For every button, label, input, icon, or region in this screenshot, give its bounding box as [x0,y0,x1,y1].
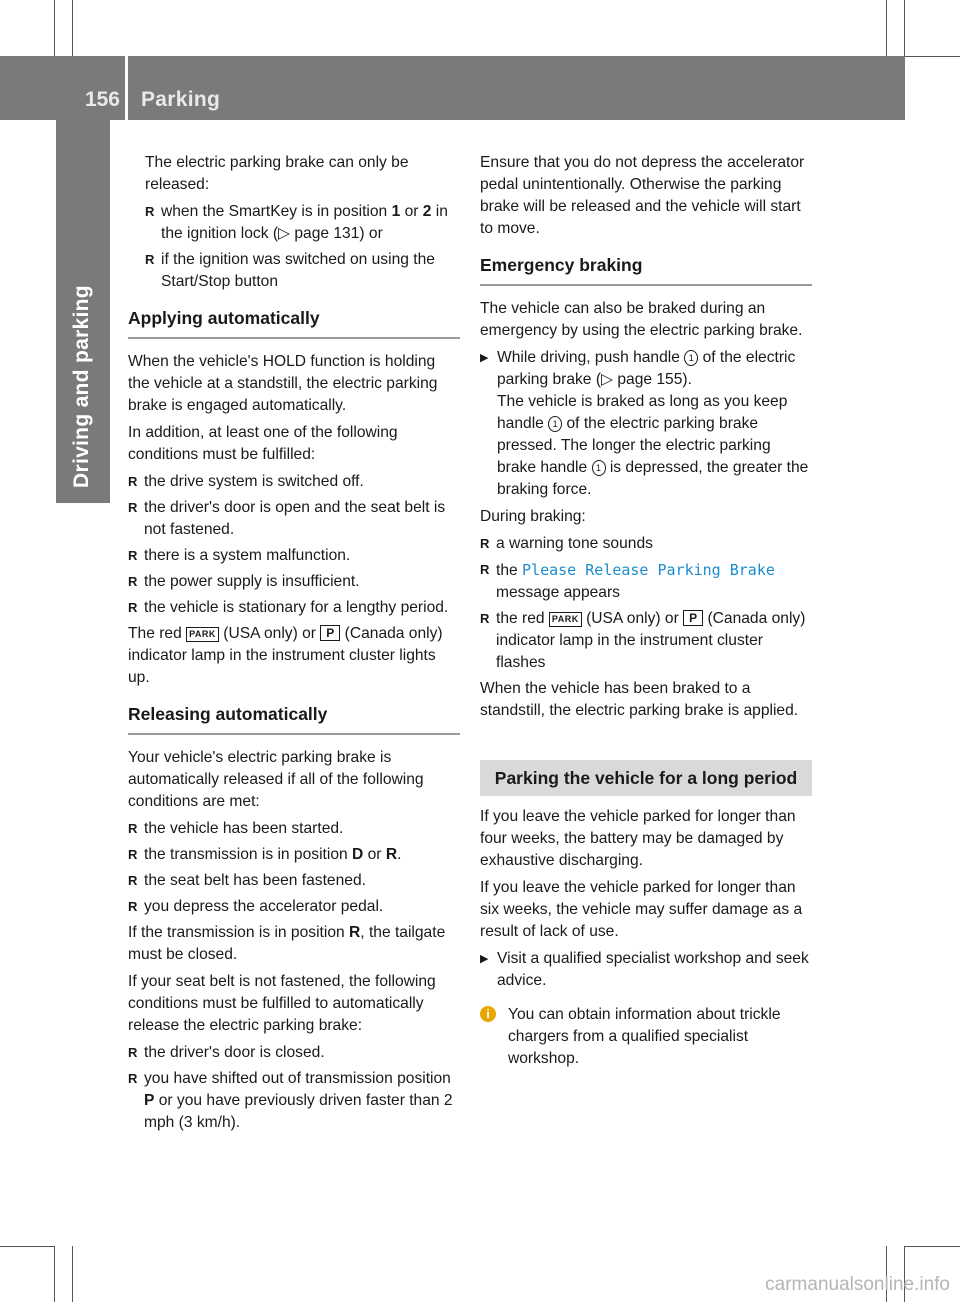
info-icon: i [480,1006,496,1022]
heading-long-period: Parking the vehicle for a long period [480,760,812,796]
crop-mark [72,1246,73,1302]
paragraph: If the transmission is in position R, the tailgate must be closed. [128,924,446,963]
crop-mark [905,56,960,57]
paragraph: If you leave the vehicle parked for longer than six weeks, the vehicle may suffer damage as a result of lack of use. [480,879,803,940]
crop-mark [54,1246,55,1302]
page-reference-link[interactable]: page 155 [617,371,683,388]
chapter-tab-label: Driving and parking [70,285,93,488]
handle-number-icon: 1 [684,350,698,366]
crop-mark [886,0,887,56]
page-header [0,56,905,120]
action-step: ▶ Visit a qualified specialist workshop and seek advice. [480,948,812,992]
park-lamp-icon: PARK [186,627,219,642]
release-conditions [128,201,460,293]
crop-mark [905,1246,960,1247]
paragraph: The vehicle can also be braked during an emergency by using the electric parking brake. [480,300,803,339]
list-item: R the drive system is switched off. [128,471,460,493]
action-step: ▶ While driving, push handle 1 of the electric parking brake (▷ page 155). The vehicle is braked as long as you keep handle 1 of the electric parking brake pressed. The longer the electric parking brake handle 1 is depressed, the greater the braking force. [480,347,812,501]
left-column [128,152,460,1138]
list-item: R the driver's door is closed. [128,1042,460,1064]
seatbelt-conditions [128,1042,460,1134]
watermark: carmanualsonline.info [765,1274,950,1295]
handle-number-icon: 1 [592,460,606,476]
chapter-tab [56,120,110,503]
list-item: R you have shifted out of transmission position P or you have previously driven faster than 2 mph (3 km/h). [128,1068,460,1134]
list-item: R a warning tone sounds [480,533,812,555]
list-item: R the driver's door is open and the seat belt is not fastened. [128,497,460,541]
heading-releasing-automatically: Releasing automatically [128,703,460,735]
paragraph: When the vehicle's HOLD function is holding the vehicle at a standstill, the electric parking brake is engaged automatically. [128,353,438,414]
paragraph: In addition, at least one of the following conditions must be fulfilled: [128,424,398,463]
park-lamp-icon: PARK [549,612,582,627]
crop-mark [904,0,905,56]
list-item: R when the SmartKey is in position 1 or 2 in the ignition lock (▷ page 131) or [145,201,460,245]
list-item: R the seat belt has been fastened. [128,870,460,892]
releasing-conditions [128,818,460,918]
page-number: 156 [84,88,120,111]
arrow-right-icon: ▷ [601,371,614,388]
list-item: R if the ignition was switched on using the Start/Stop button [145,249,460,293]
crop-mark [72,0,73,56]
header-divider [125,56,128,120]
display-message: Please Release Parking Brake [522,561,775,579]
section-title: Parking [141,88,221,111]
list-item: R you depress the accelerator pedal. [128,896,460,918]
list-item: R the vehicle has been started. [128,818,460,840]
applying-conditions [128,471,460,619]
braking-effects [480,533,812,674]
right-column [480,152,812,1070]
parking-brake-lamp-icon: P [683,610,703,626]
paragraph: When the vehicle has been braked to a standstill, the electric parking brake is applied. [480,680,799,719]
page-reference-link[interactable]: page 131 [294,225,360,242]
intro-text: The electric parking brake can only be released: [145,154,409,193]
paragraph: During braking: [480,508,586,525]
info-text: You can obtain information about trickle chargers from a qualified specialist workshop. [508,1006,781,1067]
paragraph: If your seat belt is not fastened, the following conditions must be fulfilled to automatically release the electric parking brake: [128,973,436,1034]
paragraph: The red PARK (USA only) or P (Canada only) indicator lamp in the instrument cluster lights up. [128,625,443,686]
heading-emergency-braking: Emergency braking [480,254,812,286]
list-item: R the red PARK (USA only) or P (Canada only) indicator lamp in the instrument cluster flashes [480,608,812,674]
list-item: R there is a system malfunction. [128,545,460,567]
paragraph: Ensure that you do not depress the accelerator pedal unintentionally. Otherwise the parking brake will be released and the vehicle will start to move. [480,154,805,237]
parking-brake-lamp-icon: P [320,625,340,641]
arrow-right-icon: ▷ [278,225,291,242]
info-note [480,1004,812,1070]
list-item: R the power supply is insufficient. [128,571,460,593]
list-item: R the transmission is in position D or R. [128,844,460,866]
list-item: R the Please Release Parking Brake message appears [480,559,812,604]
list-item: R the vehicle is stationary for a lengthy period. [128,597,460,619]
heading-applying-automatically: Applying automatically [128,307,460,339]
handle-number-icon: 1 [548,416,562,432]
crop-mark [0,1246,54,1247]
paragraph: Your vehicle's electric parking brake is automatically released if all of the following conditions are met: [128,749,424,810]
crop-mark [54,0,55,56]
paragraph: If you leave the vehicle parked for longer than four weeks, the battery may be damaged by exhaustive discharging. [480,808,796,869]
